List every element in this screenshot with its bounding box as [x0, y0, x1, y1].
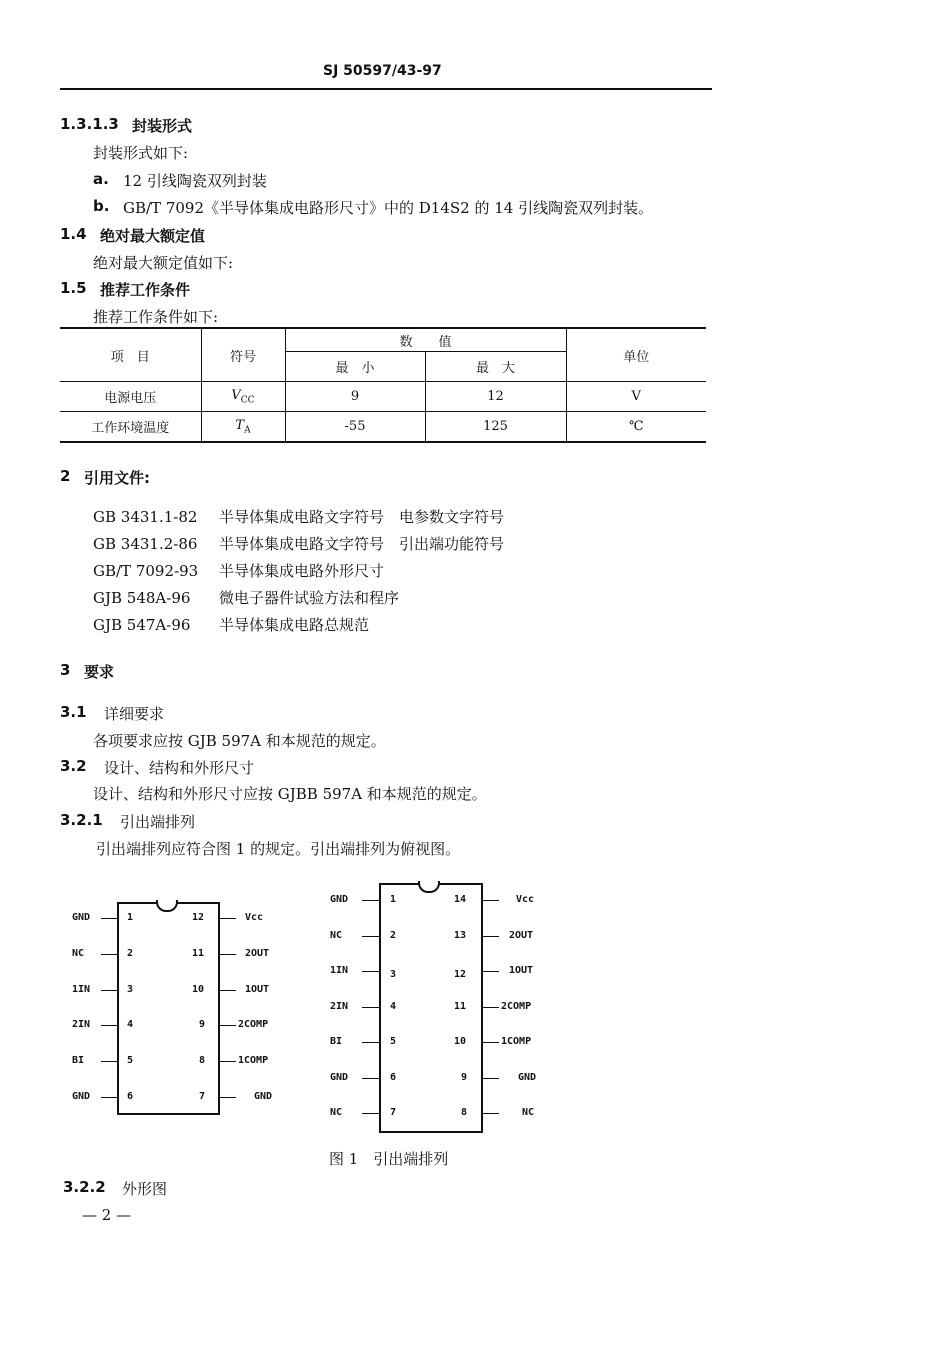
list-item: [93, 557, 504, 584]
pin-label: 2OUT: [509, 930, 534, 941]
cell-min: 9: [285, 382, 425, 412]
ref-code: GB 3431.2-86: [93, 534, 198, 553]
pin-number: 2: [127, 948, 134, 959]
cell-max: 12: [425, 382, 566, 412]
pin-lead: [362, 936, 379, 937]
pin-lead: [220, 1061, 236, 1062]
pin-number: 1: [127, 912, 134, 923]
section-321-text: 引出端排列应符合图 1 的规定。引出端排列为俯视图。: [96, 840, 461, 858]
ref-code: GB/T 7092-93: [93, 561, 199, 580]
pin-lead: [483, 971, 499, 972]
pin-number: 13: [454, 930, 467, 941]
pin-label: GND: [330, 894, 349, 905]
list-item: [93, 530, 504, 557]
section-3-title: 要求: [84, 663, 115, 681]
pin-label: 1IN: [330, 965, 349, 976]
table-row: [60, 412, 706, 443]
pin-label: 2IN: [72, 1019, 91, 1030]
pin-number: 14: [454, 894, 467, 905]
cell-unit: ℃: [628, 419, 644, 434]
list-item-b-label: b.: [93, 197, 110, 215]
pin-lead: [101, 1061, 117, 1062]
section-31-title: 详细要求: [104, 705, 165, 723]
list-item-b-text: GB/T 7092《半导体集成电路形尺寸》中的 D14S2 的 14 引线陶瓷双列封装。: [123, 199, 654, 217]
section-15-number: 1.5: [60, 279, 87, 297]
pin-lead: [483, 1042, 499, 1043]
section-322-number: 3.2.2: [63, 1178, 106, 1196]
pin-number: 6: [390, 1072, 397, 1083]
list-item-a-label: a.: [93, 170, 109, 188]
pin-lead: [362, 971, 379, 972]
pin-number: 11: [192, 948, 205, 959]
symbol-main: V: [231, 387, 241, 403]
cell-min: -55: [285, 412, 425, 443]
pin-lead: [220, 918, 236, 919]
pin-label: NC: [330, 930, 343, 941]
section-14-intro: 绝对最大额定值如下:: [93, 254, 234, 272]
header-item: 项 目: [60, 328, 201, 382]
pin-label: GND: [72, 1091, 91, 1102]
section-1313-intro: 封装形式如下:: [93, 144, 189, 162]
pin-label: GND: [254, 1091, 273, 1102]
pin-lead: [362, 1078, 379, 1079]
ref-code: GJB 548A-96: [93, 588, 191, 607]
pin-label: NC: [330, 1107, 343, 1118]
cell-max: 125: [425, 412, 566, 443]
section-2-number: 2: [60, 467, 71, 485]
header-unit: 单位: [566, 328, 706, 382]
pin-lead: [483, 1078, 499, 1079]
pin-lead: [362, 1042, 379, 1043]
header-value: 数 值: [285, 328, 566, 352]
cell-symbol: [201, 412, 285, 443]
pin-number: 5: [127, 1055, 134, 1066]
cell-unit: V: [566, 382, 706, 412]
doc-id: SJ 50597/43-97: [323, 63, 442, 79]
symbol-subscript: A: [244, 425, 251, 436]
ref-title: 微电子器件试验方法和程序: [219, 589, 400, 607]
pin-label: Vcc: [516, 894, 535, 905]
pin-lead: [220, 954, 236, 955]
pin-lead: [483, 936, 499, 937]
section-14-title: 绝对最大额定值: [100, 227, 206, 245]
pin-lead: [362, 900, 379, 901]
ref-title: 半导体集成电路外形尺寸: [219, 562, 385, 580]
section-322-title: 外形图: [122, 1180, 168, 1198]
pin-label: 1OUT: [245, 984, 270, 995]
list-item: [93, 611, 504, 638]
pin-number: 12: [192, 912, 205, 923]
pin-number: 1: [390, 894, 397, 905]
pin-number: 9: [199, 1019, 206, 1030]
operating-conditions-table: [60, 327, 706, 443]
pin-lead: [220, 1025, 236, 1026]
pin-number: 3: [390, 969, 397, 980]
pin-number: 10: [192, 984, 205, 995]
ref-code: GJB 547A-96: [93, 615, 191, 634]
pin-number: 6: [127, 1091, 134, 1102]
ref-title: 半导体集成电路总规范: [219, 616, 370, 634]
section-321-number: 3.2.1: [60, 811, 103, 829]
pin-label: 2COMP: [501, 1001, 532, 1012]
section-1313-title: 封装形式: [132, 117, 193, 135]
pin-lead: [220, 1097, 236, 1098]
reference-list: [93, 503, 504, 638]
pin-number: 4: [390, 1001, 397, 1012]
ref-title: 半导体集成电路文字符号 电参数文字符号: [219, 508, 505, 526]
list-item: [93, 503, 504, 530]
pin-lead: [483, 1007, 499, 1008]
ref-title: 半导体集成电路文字符号 引出端功能符号: [219, 535, 505, 553]
section-32-title: 设计、结构和外形尺寸: [104, 759, 255, 777]
pin-label: BI: [330, 1036, 343, 1047]
pin-lead: [362, 1113, 379, 1114]
pin-number: 4: [127, 1019, 134, 1030]
pin-label: 2OUT: [245, 948, 270, 959]
pin-number: 9: [461, 1072, 468, 1083]
symbol-main: T: [235, 417, 245, 433]
figure-caption: 图 1 引出端排列: [329, 1150, 449, 1168]
list-item: [93, 584, 504, 611]
pin-number: 7: [390, 1107, 397, 1118]
pin-lead: [101, 918, 117, 919]
pin-label: 2IN: [330, 1001, 349, 1012]
header-rule: [60, 88, 712, 90]
section-31-text: 各项要求应按 GJB 597A 和本规范的规定。: [93, 732, 386, 750]
pin-lead: [101, 990, 117, 991]
cell-item: 电源电压: [60, 382, 201, 412]
pin-label: BI: [72, 1055, 85, 1066]
pin-number: 8: [461, 1107, 468, 1118]
pin-label: 1IN: [72, 984, 91, 995]
list-item-a-text: 12 引线陶瓷双列封装: [123, 172, 267, 190]
pin-lead: [362, 1007, 379, 1008]
pin-lead: [220, 990, 236, 991]
section-3-number: 3: [60, 661, 71, 679]
pin-label: GND: [518, 1072, 537, 1083]
symbol-subscript: CC: [240, 395, 255, 406]
header-max: 最 大: [425, 352, 566, 382]
pin-number: 3: [127, 984, 134, 995]
cell-symbol: [201, 382, 285, 412]
section-15-title: 推荐工作条件: [100, 281, 191, 299]
pin-label: 2COMP: [238, 1019, 269, 1030]
pin-number: 8: [199, 1055, 206, 1066]
pin-label: 1OUT: [509, 965, 534, 976]
section-14-number: 1.4: [60, 225, 87, 243]
pin-number: 12: [454, 969, 467, 980]
pin-number: 7: [199, 1091, 206, 1102]
page-number: — 2 —: [82, 1206, 132, 1224]
pin-lead: [483, 1113, 499, 1114]
section-321-title: 引出端排列: [120, 813, 196, 831]
pin-label: GND: [330, 1072, 349, 1083]
pin-lead: [101, 1097, 117, 1098]
header-symbol: 符号: [201, 328, 285, 382]
section-2-title: 引用文件:: [84, 469, 150, 487]
pin-label: GND: [72, 912, 91, 923]
pin-number: 2: [390, 930, 397, 941]
pin-lead: [483, 900, 499, 901]
section-31-number: 3.1: [60, 703, 87, 721]
pin-label: Vcc: [245, 912, 264, 923]
pin-lead: [101, 1025, 117, 1026]
pin-number: 5: [390, 1036, 397, 1047]
section-32-number: 3.2: [60, 757, 87, 775]
pin-label: 1COMP: [501, 1036, 532, 1047]
pin-label: 1COMP: [238, 1055, 269, 1066]
pin-number: 10: [454, 1036, 467, 1047]
ref-code: GB 3431.1-82: [93, 507, 198, 526]
section-32-text: 设计、结构和外形尺寸应按 GJBB 597A 和本规范的规定。: [93, 785, 487, 803]
pin-lead: [101, 954, 117, 955]
cell-item: 工作环境温度: [60, 412, 201, 443]
pin-label: NC: [522, 1107, 535, 1118]
section-15-intro: 推荐工作条件如下:: [93, 308, 219, 326]
pkg12-body: [117, 902, 220, 1115]
pin-label: NC: [72, 948, 85, 959]
header-min: 最 小: [285, 352, 425, 382]
section-1313-number: 1.3.1.3: [60, 115, 119, 133]
pin-number: 11: [454, 1001, 467, 1012]
table-row: [60, 382, 706, 412]
